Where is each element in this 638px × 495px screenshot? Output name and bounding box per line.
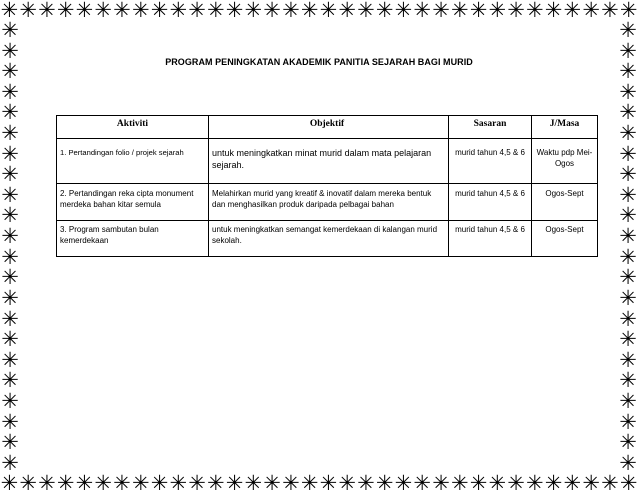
cell-masa: Ogos-Sept [532,221,598,257]
border-asterisk-icon: ✳ [619,450,637,475]
border-asterisk-icon: ✳ [19,471,37,495]
border-asterisk-icon: ✳ [544,0,563,22]
border-asterisk-icon: ✳ [1,327,19,352]
border-asterisk-icon: ✳ [0,471,19,495]
border-asterisk-icon: ✳ [582,0,600,22]
border-asterisk-icon: ✳ [450,0,469,22]
border-asterisk-icon: ✳ [1,285,19,310]
border-asterisk-icon: ✳ [413,471,432,495]
border-asterisk-icon: ✳ [1,203,19,228]
program-table [56,115,598,257]
border-asterisk-icon: ✳ [1,38,19,63]
border-asterisk-icon: ✳ [488,0,507,22]
border-asterisk-icon: ✳ [619,141,637,166]
border-asterisk-icon: ✳ [282,471,300,495]
cell-masa: Ogos-Sept [532,184,598,221]
border-asterisk-icon: ✳ [38,0,56,22]
cell-objektif: Melahirkan murid yang kreatif & inovatif dalam mereka bentuk dan menghasilkan produk daripada pelbagai bahan [209,184,449,221]
border-asterisk-icon: ✳ [1,59,19,84]
border-asterisk-icon: ✳ [300,471,319,495]
document-title: PROGRAM PENINGKATAN AKADEMIK PANITIA SEJARAH BAGI MURID [165,57,473,67]
border-asterisk-icon: ✳ [469,0,488,22]
border-asterisk-icon: ✳ [619,38,637,63]
border-asterisk-icon: ✳ [394,471,413,495]
border-asterisk-icon: ✳ [375,471,394,495]
border-asterisk-icon: ✳ [526,0,544,22]
border-asterisk-icon: ✳ [394,0,413,22]
border-asterisk-icon: ✳ [319,471,338,495]
border-asterisk-icon: ✳ [619,327,637,352]
border-asterisk-icon: ✳ [319,0,338,22]
header-aktiviti: Aktiviti [57,116,209,139]
border-asterisk-icon: ✳ [75,471,94,495]
border-asterisk-icon: ✳ [619,203,637,228]
border-asterisk-icon: ✳ [1,244,19,269]
border-asterisk-icon: ✳ [169,0,188,22]
border-asterisk-icon: ✳ [131,0,150,22]
border-asterisk-icon: ✳ [169,471,188,495]
cell-aktiviti: 3. Program sambutan bulan kemerdekaan [57,221,209,257]
border-asterisk-icon: ✳ [375,0,394,22]
header-objektif: Objektif [209,116,449,139]
border-asterisk-icon: ✳ [300,0,319,22]
border-asterisk-icon: ✳ [619,162,637,187]
header-sasaran: Sasaran [449,116,532,139]
border-asterisk-icon: ✳ [357,0,375,22]
border-asterisk-icon: ✳ [94,471,113,495]
border-asterisk-icon: ✳ [357,471,375,495]
border-asterisk-icon: ✳ [1,141,19,166]
border-asterisk-icon: ✳ [619,409,637,434]
border-asterisk-icon: ✳ [244,0,263,22]
border-asterisk-icon: ✳ [1,409,19,434]
border-asterisk-icon: ✳ [113,0,131,22]
border-asterisk-icon: ✳ [563,471,582,495]
table-header-row [57,116,598,139]
border-asterisk-icon: ✳ [1,306,19,331]
cell-masa: Waktu pdp Mei-Ogos [532,139,598,184]
border-asterisk-icon: ✳ [619,347,637,372]
border-asterisk-icon: ✳ [207,471,225,495]
cell-aktiviti: 2. Pertandingan reka cipta monument merdeka bahan kitar semula [57,184,209,221]
border-asterisk-icon: ✳ [601,0,619,22]
border-asterisk-icon: ✳ [619,0,638,22]
border-asterisk-icon: ✳ [38,471,56,495]
border-asterisk-icon: ✳ [619,244,637,269]
border-asterisk-icon: ✳ [1,388,19,413]
border-asterisk-icon: ✳ [207,0,225,22]
border-asterisk-icon: ✳ [188,471,206,495]
border-asterisk-icon: ✳ [582,471,600,495]
border-asterisk-icon: ✳ [432,471,450,495]
border-asterisk-icon: ✳ [1,100,19,125]
border-asterisk-icon: ✳ [1,18,19,42]
border-asterisk-icon: ✳ [619,100,637,125]
page-border-top [0,0,638,20]
border-asterisk-icon: ✳ [282,0,300,22]
border-asterisk-icon: ✳ [507,471,525,495]
border-asterisk-icon: ✳ [1,265,19,290]
border-asterisk-icon: ✳ [563,0,582,22]
cell-aktiviti: 1. Pertandingan folio / projek sejarah [57,139,209,184]
border-asterisk-icon: ✳ [75,0,94,22]
border-asterisk-icon: ✳ [263,471,281,495]
border-asterisk-icon: ✳ [113,471,131,495]
border-asterisk-icon: ✳ [1,162,19,187]
border-asterisk-icon: ✳ [1,368,19,393]
border-asterisk-icon: ✳ [619,388,637,413]
table-row [57,184,598,221]
border-asterisk-icon: ✳ [1,347,19,372]
border-asterisk-icon: ✳ [619,182,637,207]
border-asterisk-icon: ✳ [131,471,150,495]
border-asterisk-icon: ✳ [619,368,637,393]
cell-sasaran: murid tahun 4,5 & 6 [449,139,532,184]
border-asterisk-icon: ✳ [619,224,637,249]
cell-sasaran: murid tahun 4,5 & 6 [449,221,532,257]
border-asterisk-icon: ✳ [450,471,469,495]
border-asterisk-icon: ✳ [619,18,637,42]
border-asterisk-icon: ✳ [619,285,637,310]
cell-sasaran: murid tahun 4,5 & 6 [449,184,532,221]
border-asterisk-icon: ✳ [619,265,637,290]
border-asterisk-icon: ✳ [526,471,544,495]
cell-objektif: untuk meningkatkan minat murid dalam mata pelajaran sejarah. [209,139,449,184]
border-asterisk-icon: ✳ [0,0,19,22]
border-asterisk-icon: ✳ [619,79,637,104]
border-asterisk-icon: ✳ [619,306,637,331]
page-border-bottom [0,473,638,493]
border-asterisk-icon: ✳ [338,0,356,22]
border-asterisk-icon: ✳ [619,121,637,146]
border-asterisk-icon: ✳ [619,59,637,84]
table-row [57,139,598,184]
border-asterisk-icon: ✳ [225,0,244,22]
border-asterisk-icon: ✳ [94,0,113,22]
border-asterisk-icon: ✳ [544,471,563,495]
border-asterisk-icon: ✳ [150,0,169,22]
border-asterisk-icon: ✳ [56,471,75,495]
border-asterisk-icon: ✳ [1,224,19,249]
border-asterisk-icon: ✳ [469,471,488,495]
border-asterisk-icon: ✳ [150,471,169,495]
border-asterisk-icon: ✳ [1,182,19,207]
page-border-right [618,20,638,473]
page-border-left [0,20,20,473]
border-asterisk-icon: ✳ [413,0,432,22]
border-asterisk-icon: ✳ [188,0,206,22]
table-row [57,221,598,257]
border-asterisk-icon: ✳ [1,450,19,475]
border-asterisk-icon: ✳ [601,471,619,495]
border-asterisk-icon: ✳ [225,471,244,495]
border-asterisk-icon: ✳ [488,471,507,495]
border-asterisk-icon: ✳ [19,0,37,22]
border-asterisk-icon: ✳ [263,0,281,22]
border-asterisk-icon: ✳ [244,471,263,495]
border-asterisk-icon: ✳ [1,430,19,455]
border-asterisk-icon: ✳ [338,471,356,495]
border-asterisk-icon: ✳ [1,121,19,146]
border-asterisk-icon: ✳ [1,79,19,104]
border-asterisk-icon: ✳ [432,0,450,22]
cell-objektif: untuk meningkatkan semangat kemerdekaan di kalangan murid sekolah. [209,221,449,257]
border-asterisk-icon: ✳ [56,0,75,22]
border-asterisk-icon: ✳ [507,0,525,22]
header-masa: J/Masa [532,116,598,139]
border-asterisk-icon: ✳ [619,471,638,495]
border-asterisk-icon: ✳ [619,430,637,455]
